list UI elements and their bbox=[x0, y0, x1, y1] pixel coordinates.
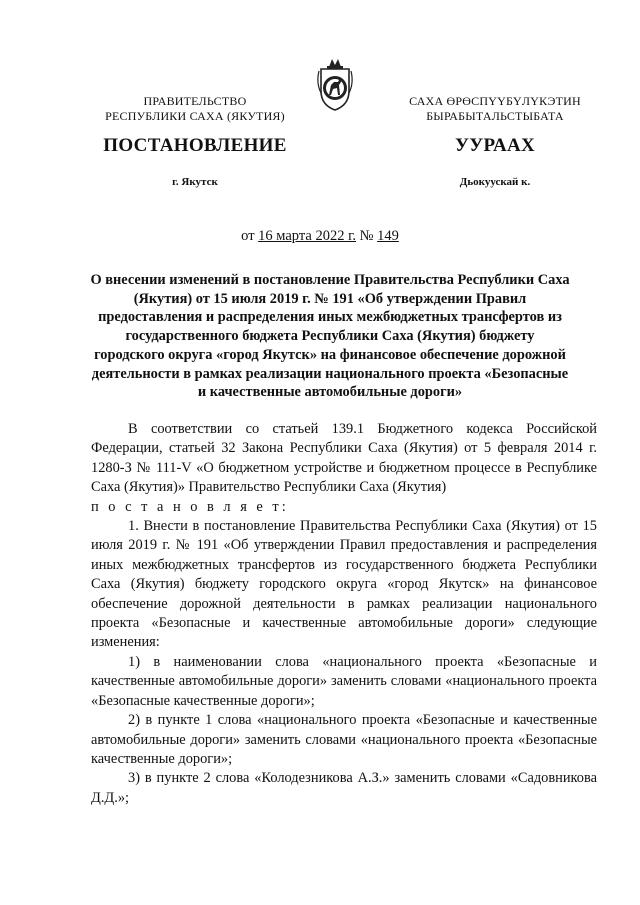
item-1-paragraph: 1. Внести в постановление Правительства Республики Саха (Якутия) от 15 июля 2019 г. № 191 «Об утверждении Правил предоставления и распределения иных межбюджетных трансфертов из государственного бюджета Республики Саха (Якутия) бюджету городского округа «город Якутск» на финансовое обеспечение дорожной деятельности в рамках реализации национального проекта «Безопасные и качественные автомобильные дороги» следующие изменения: bbox=[91, 518, 597, 651]
document-date: 16 марта 2022 г. bbox=[258, 228, 357, 244]
issuer-ru-line1: ПРАВИТЕЛЬСТВО bbox=[143, 94, 247, 108]
issuer-sakha-line1: САХА ӨРӨСПYYБYЛYКЭТИН bbox=[409, 94, 581, 108]
issuer-sakha-line2: БЫРАБЫТАЛЬСТЫБАТА bbox=[426, 109, 564, 123]
issuer-name-ru bbox=[75, 94, 315, 124]
city-sakha: Дьокуускай к. bbox=[459, 176, 531, 188]
document-title: О внесении изменений в постановление Правительства Республики Саха (Якутия) от 15 июля 2019 г. № 191 «Об утверждении Правил предоставления и распределения иных межбюджетных трансфертов из государственного бюджета Республики Саха (Якутия) бюджету городского округа «город Якутск» на финансовое обеспечение дорожной деятельности в рамках реализации национального проекта «Безопасные и качественные автомобильные дороги» bbox=[90, 272, 570, 401]
resolves-line: п о с т а н о в л я е т: bbox=[91, 498, 289, 515]
number-sign: № bbox=[359, 228, 374, 244]
document-body bbox=[91, 420, 597, 808]
doc-type-sakha: УУРААХ bbox=[454, 135, 536, 156]
city-ru: г. Якутск bbox=[172, 176, 218, 188]
date-prefix: от bbox=[241, 228, 255, 244]
sakha-coat-of-arms-icon bbox=[313, 55, 357, 111]
preamble-paragraph: В соответствии со статьей 139.1 Бюджетного кодекса Российской Федерации, статьей 32 Закона Республики Саха (Якутия) от 5 февраля 2014 г. 1280-З № 111-V «О бюджетном устройстве и бюджетном процессе в Республике Саха (Якутия)» Правительство Республики Саха (Якутия) bbox=[91, 421, 597, 496]
subitem-3-paragraph: 3) в пункте 2 слова «Колодезникова А.З.» заменить словами «Садовникова Д.Д.»; bbox=[91, 770, 597, 806]
date-number-line bbox=[0, 228, 640, 245]
issuer-ru-line2: РЕСПУБЛИКИ САХА (ЯКУТИЯ) bbox=[105, 109, 285, 123]
document-number: 149 bbox=[377, 228, 399, 244]
doc-type-ru: ПОСТАНОВЛЕНИЕ bbox=[103, 135, 287, 156]
issuer-name-sakha bbox=[375, 94, 615, 124]
subitem-1-paragraph: 1) в наименовании слова «национального проекта «Безопасные и качественные автомобильные дороги» заменить словами «национального проекта «Безопасные качественные дороги»; bbox=[91, 653, 597, 709]
subitem-2-paragraph: 2) в пункте 1 слова «национального проекта «Безопасные и качественные автомобильные дороги» заменить словами «национального проекта «Безопасные качественные дороги»; bbox=[91, 712, 597, 767]
